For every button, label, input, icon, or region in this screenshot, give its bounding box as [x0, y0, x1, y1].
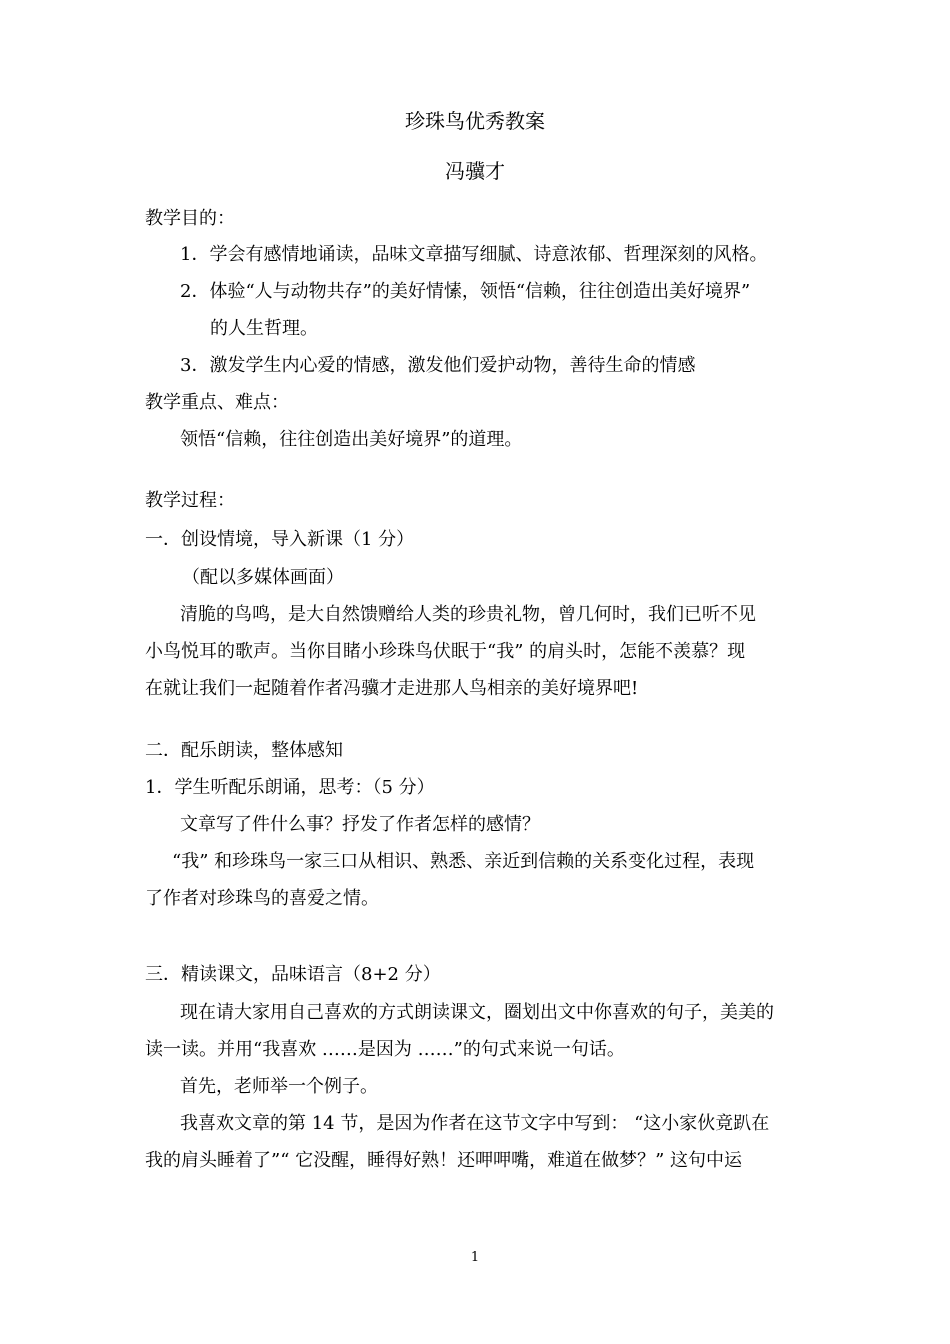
part3-paragraph-1-line-1: 现在请大家用自己喜欢的方式朗读课文，圈划出文中你喜欢的句子，美美的 [180, 1002, 774, 1023]
part3-paragraph-2: 首先，老师举一个例子。 [180, 1076, 378, 1097]
part3-paragraph-3-line-2: 我的肩头睡着了”“ 它没醒，睡得好熟！还呷呷嘴，难道在做梦？” 这句中运 [145, 1150, 743, 1171]
part3-paragraph-3-line-1: 我喜欢文章的第 14 节，是因为作者在这节文字中写到： “这小家伙竟趴在 [180, 1113, 770, 1134]
page-number: 1 [470, 1250, 480, 1265]
objective-item-2-line-1: 2．体验“人与动物共存”的美好情愫，领悟“信赖，往往创造出美好境界” [180, 281, 751, 302]
part2-question: 文章写了件什么事？抒发了作者怎样的感情？ [180, 814, 540, 835]
document-title: 珍珠鸟优秀教案 [405, 109, 545, 133]
part1-paragraph-line-2: 小鸟悦耳的歌声。当你目睹小珍珠鸟伏眠于“我” 的肩头时，怎能不羡慕？现 [145, 641, 746, 662]
part2-subitem-1: 1．学生听配乐朗诵，思考：（5 分） [145, 777, 435, 798]
objective-item-3: 3．激发学生内心爱的情感，激发他们爱护动物，善待生命的情感 [180, 355, 696, 376]
part1-paragraph-line-3: 在就让我们一起随着作者冯骥才走进那人鸟相亲的美好境界吧! [145, 678, 639, 699]
objective-item-2-line-2: 的人生哲理。 [210, 318, 318, 339]
part1-note: （配以多媒体画面） [182, 567, 344, 588]
part2-answer-line-1: “我” 和珍珠鸟一家三口从相识、熟悉、亲近到信赖的关系变化过程，表现 [172, 851, 755, 872]
process-heading: 教学过程： [145, 490, 235, 511]
author-name: 冯骥才 [445, 159, 505, 183]
part2-answer-line-2: 了作者对珍珠鸟的喜爱之情。 [145, 888, 379, 909]
part3-heading: 三．精读课文，品味语言（8+2 分） [145, 964, 441, 985]
part3-paragraph-1-line-2: 读一读。并用“我喜欢 ……是因为 ……”的句式来说一句话。 [145, 1039, 625, 1060]
part1-paragraph-line-1: 清脆的鸟鸣，是大自然馈赠给人类的珍贵礼物，曾几何时，我们已听不见 [180, 604, 756, 625]
part2-heading: 二．配乐朗读，整体感知 [145, 740, 343, 761]
part1-heading: 一．创设情境，导入新课（1 分） [145, 529, 415, 550]
key-points-text: 领悟“信赖，往往创造出美好境界”的道理。 [180, 429, 523, 450]
objective-item-1: 1．学会有感情地诵读，品味文章描写细腻、诗意浓郁、哲理深刻的风格。 [180, 244, 768, 265]
objectives-heading: 教学目的： [145, 208, 235, 229]
key-points-heading: 教学重点、难点： [145, 392, 289, 413]
